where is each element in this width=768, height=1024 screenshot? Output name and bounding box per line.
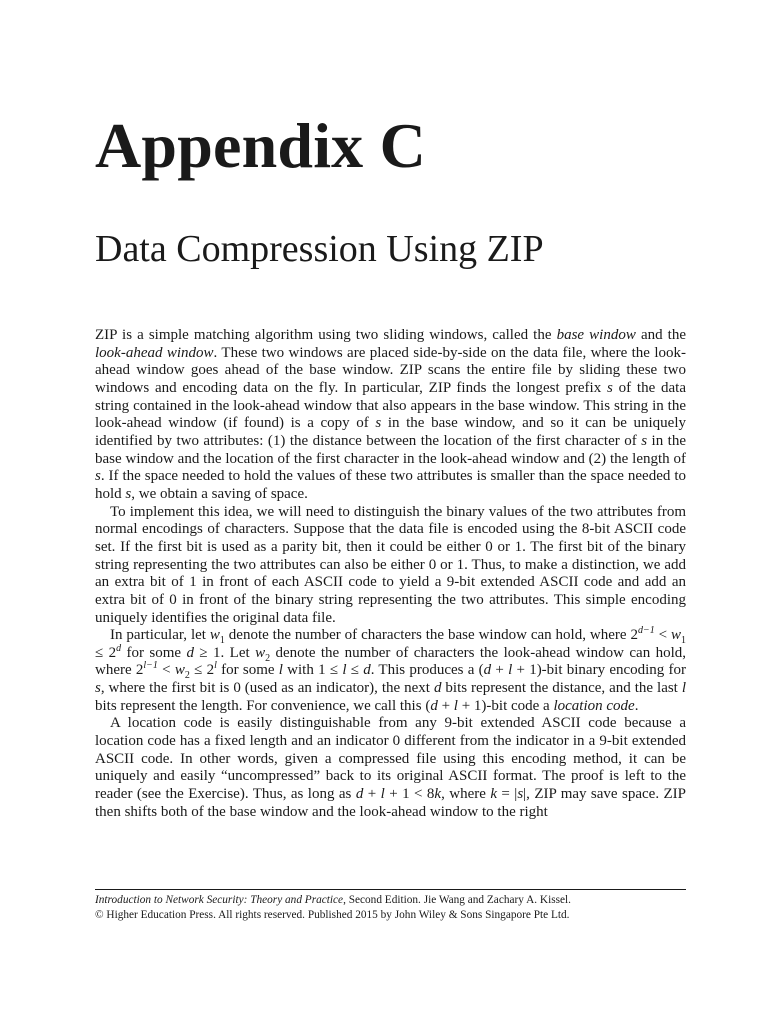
text-run: + 1)-bit binary encoding for [512, 662, 687, 679]
math-var: l [681, 680, 686, 697]
text-run: ≤ 2 [189, 662, 215, 679]
superscript: l [214, 660, 217, 672]
math-var: d [363, 662, 371, 679]
text-run: A location code is easily distinguishable from any 9-bit extended ASCII code because a location code has a fixed length and an indicator 0 different from the indicator in a 9-bit extended ASCII code. In other words, given a compressed file using this encoding method, it can be uniquely and easily “uncompressed” back to its original ASCII format. The proof is left to the reader (see the Exercise). Thus, as long as [95, 715, 686, 803]
text-run: bits represent the length. For convenience, we call this ( [95, 697, 431, 714]
math-var: l [380, 786, 385, 803]
math-var: k [434, 786, 442, 803]
text-run: + [437, 697, 454, 714]
text-run: denote the number of characters the look-ahead window can hold, where 2 [95, 644, 687, 679]
text-run: . If the space needed to hold the values of these two attributes is smaller than the space needed to hold [95, 468, 686, 502]
math-var: location code [553, 697, 635, 714]
text-run: . This produces a ( [370, 662, 484, 679]
text-run: for some [121, 644, 187, 661]
math-var: l [342, 662, 347, 679]
text-run: bits represent the distance, and the last [441, 680, 682, 697]
chapter-title: Data Compression Using ZIP [95, 228, 544, 270]
subscript: 1 [681, 635, 687, 647]
math-var: l [278, 662, 283, 679]
math-var: s [95, 468, 101, 485]
edition-authors: , Second Edition. Jie Wang and Zachary A. Kissel. [343, 894, 571, 906]
superscript: d [116, 642, 122, 654]
text-run: in the base window and the location of the first character in the look-ahead window and (2) the length of [95, 432, 687, 467]
math-var: w [671, 627, 682, 644]
math-var: l [453, 697, 458, 714]
text-run: In particular, let [110, 627, 210, 644]
math-var: w [209, 627, 220, 644]
text-run: with 1 ≤ [282, 662, 343, 679]
text-run: and the [635, 327, 686, 343]
math-var: d [355, 786, 364, 803]
text-run: in the base window, and so it can be uniquely identified by two attributes: (1) the distance between the location of the first character of [95, 415, 686, 449]
text-run: < [157, 662, 175, 679]
text-run: . These two windows are placed side-by-side on the data file, where the look-ahead window goes ahead of the base window. ZIP scans the entire file by sliding these two windows and encoding data on the fly. In particular, ZIP finds the longest prefix [95, 344, 686, 396]
paragraph-4 [95, 715, 686, 821]
superscript: l−1 [143, 660, 158, 672]
paragraph-3 [95, 627, 686, 715]
paragraph-2 [95, 504, 686, 628]
copyright-line: © Higher Education Press. All rights reserved. Published 2015 by John Wiley & Sons Singapore Pte Ltd. [95, 909, 570, 921]
math-var: l [508, 662, 513, 679]
text-run: ≥ 1. Let [194, 644, 256, 661]
math-var: d [186, 644, 194, 661]
math-var: d [433, 680, 442, 697]
superscript: d−1 [637, 625, 655, 637]
text-run: denote the number of characters the base window can hold, where 2 [224, 627, 638, 644]
text-run: , where the first bit is 0 (used as an indicator), the next [100, 680, 434, 697]
text-run: for some [216, 662, 279, 679]
math-var: d [430, 697, 438, 714]
paragraph-1 [95, 327, 686, 504]
text-run: ≤ [346, 662, 364, 679]
subscript: 2 [265, 652, 271, 664]
text-run: To implement this idea, we will need to distinguish the binary values of the two attributes from normal encodings of characters. Suppose that the data file is encoded using the 8-bit ASCII code set. If the first bit is used as a parity bit, then it could be either 0 or 1. The first bit of the binary string representing the two attributes can also be either 0 or 1. Thus, to make a distinction, we add an extra bit of 1 in front of each ASCII code to yield a 9-bit extended ASCII code and add an extra bit of 0 in front of the binary string representing the two attributes. This simple encoding uniquely identifies the original data file. [95, 503, 686, 626]
math-var: k [490, 786, 497, 803]
subscript: 2 [184, 670, 190, 682]
footnote [95, 893, 686, 923]
math-var: w [255, 644, 266, 661]
subscript: 1 [219, 635, 225, 647]
text-run: ZIP is a simple matching algorithm using two sliding windows, called the [95, 327, 557, 343]
footnote-line-1 [95, 893, 686, 908]
text-run: |, ZIP may save space. ZIP then shifts both of the base window and the look-ahead window to the right [95, 786, 686, 820]
math-var: s [125, 485, 132, 502]
math-var: base window [556, 327, 636, 343]
text-run: + 1)-bit code a [457, 697, 554, 714]
math-var: look-ahead window [95, 344, 214, 361]
text-run: of the data string contained in the look-ahead window that also appears in the base window. This string in the look-ahead window (if found) is a copy of [95, 379, 686, 432]
math-var: d [483, 662, 492, 679]
text-run: + [363, 786, 381, 803]
math-var: s [517, 786, 524, 803]
body-text [95, 327, 686, 821]
math-var: s [641, 432, 648, 449]
math-var: w [174, 662, 185, 679]
text-run: + [491, 662, 509, 679]
text-run: = | [497, 786, 518, 803]
footnote-rule [95, 889, 686, 890]
math-var: s [375, 415, 382, 432]
text-run: , where [441, 786, 491, 803]
text-run: + 1 < 8 [384, 786, 435, 803]
math-var: s [607, 379, 613, 396]
book-title: Introduction to Network Security: Theory and Practice [95, 894, 344, 906]
text-run: , we obtain a saving of space. [131, 485, 308, 502]
chapter-label: Appendix C [95, 110, 426, 181]
text-run: < [654, 627, 671, 644]
math-var: s [95, 680, 101, 697]
text-run: . [634, 697, 639, 714]
text-run: ≤ 2 [95, 644, 117, 661]
